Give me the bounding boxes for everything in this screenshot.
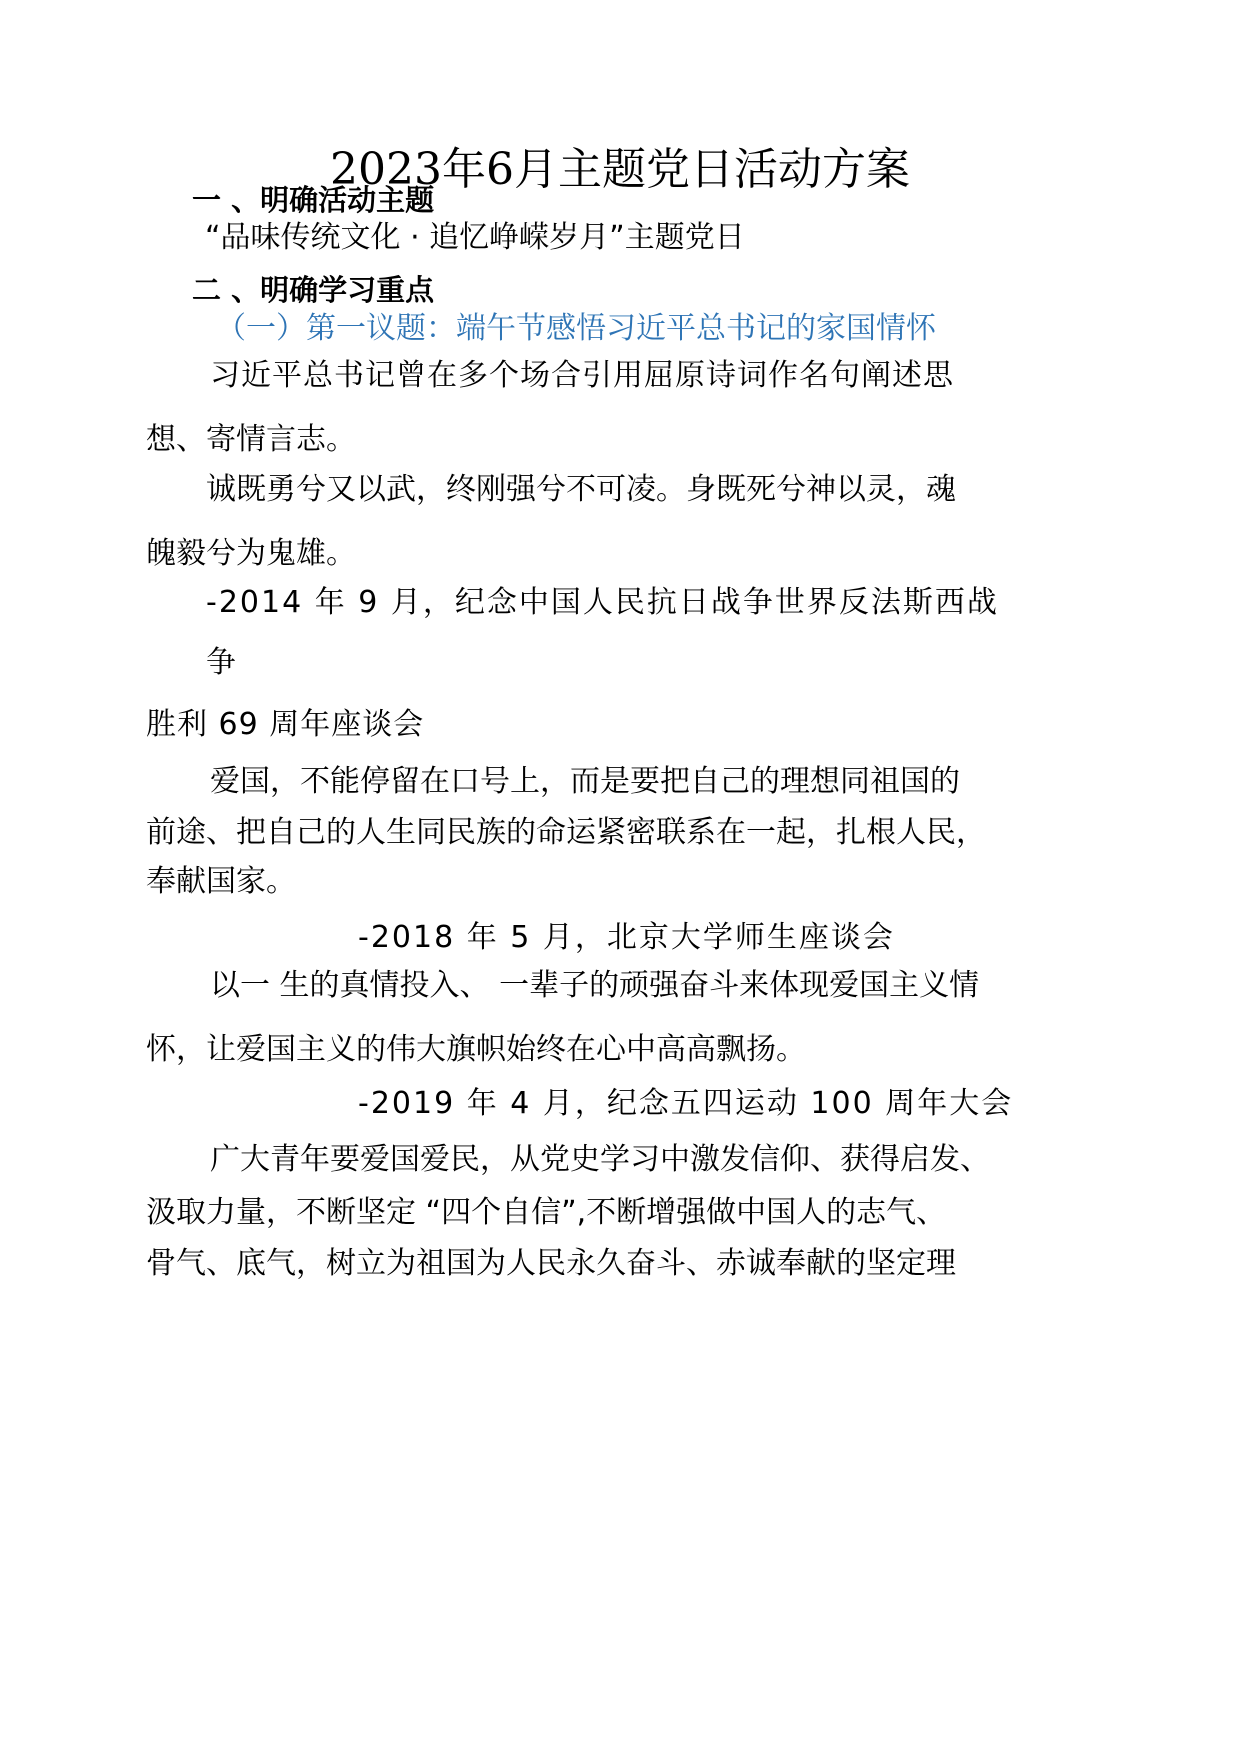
citation-line: -2018 年 5 月，北京大学师生座谈会	[358, 920, 895, 955]
paragraph-line: 汲取力量，不断坚定 “四个自信”,不断增强做中国人的志气、	[146, 1195, 947, 1230]
section-heading-2: 二 、明确学习重点	[192, 273, 435, 307]
paragraph-line: 骨气、底气，树立为祖国为人民永久奋斗、赤诚奉献的坚定理	[146, 1246, 956, 1281]
citation-line: 胜利 69 周年座谈会	[146, 707, 425, 742]
paragraph-line: 爱国，不能停留在口号上，而是要把自己的理想同祖国的	[210, 764, 960, 799]
paragraph-line: 以一 生的真情投入、 一辈子的顽强奋斗来体现爱国主义情	[210, 968, 980, 1003]
citation-line: -2014 年 9 月，纪念中国人民抗日战争世界反法斯西战	[206, 585, 999, 620]
paragraph-line: 想、寄情言志。	[146, 422, 356, 457]
paragraph-line: 奉献国家。	[146, 864, 296, 899]
paragraph-line: 魄毅兮为鬼雄。	[146, 536, 356, 571]
paragraph-line: 诚既勇兮又以武，终刚强兮不可凌。身既死兮神以灵，魂	[206, 472, 956, 507]
paragraph-line: 广大青年要爱国爱民，从党史学习中激发信仰、获得启发、	[210, 1142, 990, 1177]
activity-theme: “品味传统文化 · 追忆峥嵘岁月”主题党日	[205, 220, 745, 255]
paragraph-line: 怀，让爱国主义的伟大旗帜始终在心中高高飘扬。	[146, 1032, 806, 1067]
paragraph-line: 习近平总书记曾在多个场合引用屈原诗词作名句阐述思	[210, 358, 954, 393]
citation-line: -2019 年 4 月，纪念五四运动 100 周年大会	[358, 1086, 1014, 1121]
citation-line: 争	[206, 645, 236, 680]
paragraph-line: 前途、把自己的人生同民族的命运紧密联系在一起，扎根人民，	[146, 815, 986, 850]
page-title: 2023年6月主题党日活动方案	[330, 144, 910, 195]
section-heading-1: 一 、明确活动主题	[192, 183, 435, 217]
subsection-heading-1: （一）第一议题：端午节感悟习近平总书记的家国情怀	[216, 311, 936, 346]
